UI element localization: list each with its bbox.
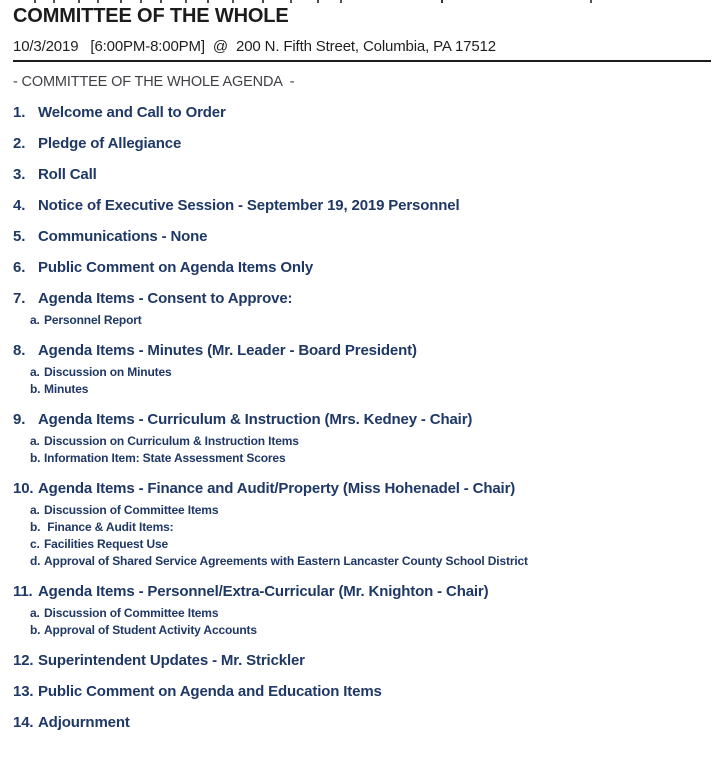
agenda-item-14 (13, 714, 713, 732)
item-text: Agenda Items - Personnel/Extra-Curricular (Mr. Knighton - Chair) (38, 583, 489, 600)
item-number: 13. (13, 683, 34, 700)
agenda-item-8 (13, 342, 713, 360)
item-text: Welcome and Call to Order (38, 104, 226, 121)
item-number: 3. (13, 166, 26, 183)
agenda-item-13 (13, 683, 713, 701)
agenda-item-11 (13, 583, 713, 601)
subitem-text: Facilities Request Use (44, 537, 169, 551)
item-number: 7. (13, 290, 26, 307)
agenda-item-3 (13, 166, 713, 184)
item-text: Agenda Items - Minutes (Mr. Leader - Board President) (38, 342, 417, 359)
agenda-subitem (30, 536, 713, 553)
agenda-item-10 (13, 480, 713, 498)
subitem-letter: a. (30, 606, 40, 620)
subitem-letter: d. (30, 554, 41, 568)
agenda-subitems-8 (13, 364, 713, 398)
subitem-text: Discussion of Committee Items (44, 606, 219, 620)
agenda-item-4 (13, 197, 713, 215)
agenda-item-5 (13, 228, 713, 246)
item-number: 5. (13, 228, 26, 245)
agenda-subitem (30, 312, 713, 329)
item-text: Agenda Items - Curriculum & Instruction (Mrs. Kedney - Chair) (38, 411, 473, 428)
agenda-subitem (30, 450, 713, 467)
item-number: 14. (13, 714, 34, 731)
item-number: 2. (13, 135, 26, 152)
item-number: 9. (13, 411, 26, 428)
subitem-text: Minutes (44, 382, 89, 396)
subitem-text: Discussion of Committee Items (44, 503, 219, 517)
agenda-item-12 (13, 652, 713, 670)
item-number: 11. (13, 583, 33, 600)
item-text: Agenda Items - Finance and Audit/Property (Miss Hohenadel - Chair) (38, 480, 516, 497)
item-number: 6. (13, 259, 26, 276)
item-text: Notice of Executive Session - September 19, 2019 Personnel (38, 197, 460, 214)
agenda-subitem (30, 433, 713, 450)
subitem-letter: b. (30, 520, 41, 534)
subitem-text: Finance & Audit Items: (44, 520, 174, 534)
agenda-list (13, 104, 713, 732)
subitem-text: Information Item: State Assessment Scores (44, 451, 286, 465)
item-number: 8. (13, 342, 26, 359)
agenda-subitem (30, 553, 713, 570)
agenda-subitems-9 (13, 433, 713, 467)
agenda-item-1 (13, 104, 713, 122)
agenda-section-label: - COMMITTEE OF THE WHOLE AGENDA - (13, 74, 295, 90)
subitem-text: Approval of Student Activity Accounts (44, 623, 257, 637)
item-number: 4. (13, 197, 26, 214)
subitem-letter: b. (30, 382, 41, 396)
subitem-letter: a. (30, 365, 40, 379)
item-number: 1. (13, 104, 26, 121)
agenda-subitem (30, 364, 713, 381)
subitem-text: Approval of Shared Service Agreements with Eastern Lancaster County School District (44, 554, 528, 568)
subitem-letter: a. (30, 434, 40, 448)
item-number: 10. (13, 480, 34, 497)
agenda-subitems-11 (13, 605, 713, 639)
agenda-item-6 (13, 259, 713, 277)
agenda-subitem (30, 605, 713, 622)
agenda-item-2 (13, 135, 713, 153)
subitem-text: Personnel Report (44, 313, 142, 327)
subitem-text: Discussion on Minutes (44, 365, 172, 379)
agenda-subitem (30, 502, 713, 519)
item-text: Superintendent Updates - Mr. Strickler (38, 652, 305, 669)
item-text: Adjournment (38, 714, 130, 731)
item-text: Roll Call (38, 166, 97, 183)
subitem-letter: a. (30, 313, 40, 327)
agenda-subitem (30, 622, 713, 639)
item-text: Pledge of Allegiance (38, 135, 182, 152)
item-text: Agenda Items - Consent to Approve: (38, 290, 293, 307)
agenda-subitem (30, 519, 713, 536)
subitem-text: Discussion on Curriculum & Instruction Items (44, 434, 299, 448)
subitem-letter: b. (30, 623, 41, 637)
agenda-subitems-7 (13, 312, 713, 329)
subitem-letter: c. (30, 537, 40, 551)
subitem-letter: b. (30, 451, 41, 465)
agenda-subitems-10 (13, 502, 713, 570)
page-title: COMMITTEE OF THE WHOLE (13, 5, 289, 27)
agenda-item-9 (13, 411, 713, 429)
item-text: Communications - None (38, 228, 208, 245)
agenda-item-7 (13, 290, 713, 308)
item-text: Public Comment on Agenda Items Only (38, 259, 314, 276)
cropped-line-fragments (0, 0, 2, 3)
item-number: 12. (13, 652, 34, 669)
subitem-letter: a. (30, 503, 40, 517)
item-text: Public Comment on Agenda and Education Items (38, 683, 382, 700)
meeting-dateline: 10/3/2019 [6:00PM-8:00PM] @ 200 N. Fifth Street, Columbia, PA 17512 (13, 37, 711, 62)
agenda-subitem (30, 381, 713, 398)
